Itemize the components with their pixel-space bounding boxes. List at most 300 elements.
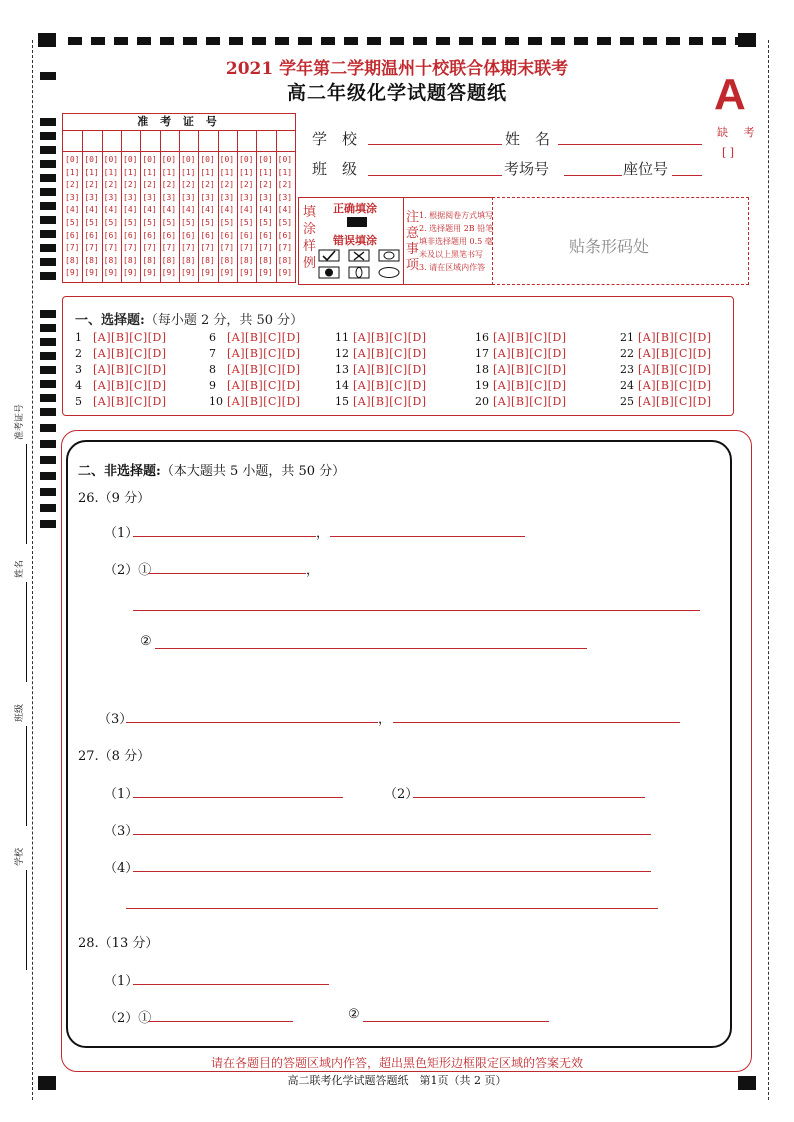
mc-option-bubbles[interactable]: [A][B][C][D] xyxy=(227,347,301,360)
timing-mark xyxy=(528,37,542,45)
mc-question-number: 4 xyxy=(75,379,82,392)
digit-bubble[interactable]: [9] xyxy=(239,268,254,278)
fill-sample-box xyxy=(298,197,404,285)
q27-3-blank[interactable] xyxy=(133,834,651,835)
grid-column-line xyxy=(140,131,141,282)
mc-option-bubbles[interactable]: [A][B][C][D] xyxy=(93,331,167,344)
mc-option-bubbles[interactable]: [A][B][C][D] xyxy=(353,347,427,360)
side-timing-mark xyxy=(40,272,56,280)
digit-bubble[interactable]: [2] xyxy=(219,180,235,190)
digit-bubble[interactable]: [7] xyxy=(277,243,293,253)
timing-mark xyxy=(551,37,565,45)
q26-2-blank-b[interactable] xyxy=(155,648,587,649)
cut-line-left xyxy=(32,40,33,1100)
mc-question-number: 21 xyxy=(620,331,634,344)
timing-mark xyxy=(252,37,266,45)
q26-label: 26.（9 分） xyxy=(78,491,151,506)
seat-label: 座位号 xyxy=(623,160,669,178)
mc-option-bubbles[interactable]: [A][B][C][D] xyxy=(93,395,167,408)
absent-checkbox[interactable]: [ ] xyxy=(722,146,735,159)
side-timing-mark xyxy=(40,72,56,80)
mc-option-bubbles[interactable]: [A][B][C][D] xyxy=(638,347,712,360)
digit-bubble[interactable]: [9] xyxy=(161,268,177,278)
digit-bubble[interactable]: [0] xyxy=(277,155,293,164)
digit-bubble[interactable]: [6] xyxy=(258,230,273,240)
digit-bubble[interactable]: [9] xyxy=(142,268,157,278)
q27-2-label: （2） xyxy=(384,787,419,802)
timing-mark xyxy=(275,37,289,45)
digit-bubble[interactable]: [0] xyxy=(219,155,235,164)
digit-bubble[interactable]: [1] xyxy=(103,167,119,177)
corner-mark-top-right xyxy=(738,33,756,47)
mc-option-bubbles[interactable]: [A][B][C][D] xyxy=(638,379,712,392)
digit-bubble[interactable]: [9] xyxy=(84,268,99,278)
digit-bubble[interactable]: [2] xyxy=(161,180,177,190)
digit-bubble[interactable]: [5] xyxy=(103,218,119,227)
digit-bubble[interactable]: [2] xyxy=(142,180,157,190)
mc-question-number: 9 xyxy=(209,379,216,392)
digit-bubble[interactable]: [0] xyxy=(84,155,99,164)
mc-option-bubbles[interactable]: [A][B][C][D] xyxy=(93,347,167,360)
digit-bubble[interactable]: [4] xyxy=(161,205,177,215)
digit-bubble[interactable]: [8] xyxy=(65,255,80,265)
digit-bubble[interactable]: [6] xyxy=(181,230,196,240)
class-label: 班 级 xyxy=(312,160,358,178)
page-footer: 高二联考化学试题答题纸 第1页（共 2 页） xyxy=(287,1074,507,1087)
q28-1-blank[interactable] xyxy=(133,984,329,985)
side-timing-mark xyxy=(40,456,56,464)
barcode-label: 贴条形码处 xyxy=(569,237,650,256)
digit-bubble[interactable]: [7] xyxy=(239,243,254,253)
q27-4-blank-a[interactable] xyxy=(133,871,651,872)
digit-bubble[interactable]: [7] xyxy=(65,243,80,253)
side-timing-mark xyxy=(40,132,56,140)
digit-bubble[interactable]: [2] xyxy=(123,180,138,190)
q26-1-blank-b[interactable] xyxy=(330,536,525,537)
mc-question-number: 16 xyxy=(475,331,489,344)
mc-option-bubbles[interactable]: [A][B][C][D] xyxy=(227,331,301,344)
side-timing-mark xyxy=(40,488,56,496)
digit-bubble[interactable]: [5] xyxy=(239,218,254,227)
mc-option-bubbles[interactable]: [A][B][C][D] xyxy=(93,363,167,376)
digit-bubble[interactable]: [0] xyxy=(123,155,138,164)
digit-bubble[interactable]: [9] xyxy=(181,268,196,278)
q28-label: 28.（13 分） xyxy=(78,936,159,951)
digit-bubble[interactable]: [6] xyxy=(142,230,157,240)
timing-mark xyxy=(229,37,243,45)
digit-bubble[interactable]: [9] xyxy=(123,268,138,278)
exam-title: 2021 学年第二学期温州十校联合体期末联考 xyxy=(225,59,569,79)
digit-bubble[interactable]: [8] xyxy=(200,255,215,265)
side-timing-mark xyxy=(40,394,56,402)
mc-option-bubbles[interactable]: [A][B][C][D] xyxy=(353,331,427,344)
digit-bubble[interactable]: [7] xyxy=(84,243,99,253)
mc-option-bubbles[interactable]: [A][B][C][D] xyxy=(353,395,427,408)
digit-bubble[interactable]: [5] xyxy=(142,218,157,227)
timing-mark xyxy=(482,37,496,45)
timing-mark xyxy=(413,37,427,45)
digit-bubble[interactable]: [9] xyxy=(258,268,273,278)
digit-bubble[interactable]: [6] xyxy=(239,230,254,240)
digit-bubble[interactable]: [1] xyxy=(181,167,196,177)
class-field[interactable] xyxy=(368,175,502,176)
q26-2b-label: ② xyxy=(140,634,152,649)
digit-bubble[interactable]: [8] xyxy=(239,255,254,265)
mc-question-number: 10 xyxy=(209,395,223,408)
timing-mark xyxy=(321,37,335,45)
grid-column-line xyxy=(102,131,103,282)
side-timing-mark xyxy=(40,216,56,224)
digit-bubble[interactable]: [2] xyxy=(181,180,196,190)
digit-bubble[interactable]: [5] xyxy=(258,218,273,227)
digit-bubble[interactable]: [7] xyxy=(142,243,157,253)
side-label-school: 学校 xyxy=(15,847,25,866)
digit-bubble[interactable]: [0] xyxy=(161,155,177,164)
q28-2-label: （2）① xyxy=(104,1011,152,1026)
digit-bubble[interactable]: [7] xyxy=(103,243,119,253)
timing-mark xyxy=(459,37,473,45)
digit-bubble[interactable]: [7] xyxy=(219,243,235,253)
timing-mark xyxy=(505,37,519,45)
mc-option-bubbles[interactable]: [A][B][C][D] xyxy=(227,395,301,408)
mc-question-number: 13 xyxy=(335,363,349,376)
timing-mark xyxy=(436,37,450,45)
digit-bubble[interactable]: [0] xyxy=(239,155,254,164)
digit-bubble[interactable]: [9] xyxy=(103,268,119,278)
mc-question-number: 1 xyxy=(75,331,82,344)
side-timing-mark xyxy=(40,244,56,252)
digit-bubble[interactable]: [4] xyxy=(239,205,254,215)
digit-bubble[interactable]: [4] xyxy=(103,205,119,215)
digit-bubble[interactable]: [2] xyxy=(239,180,254,190)
digit-bubble[interactable]: [1] xyxy=(219,167,235,177)
digit-bubble[interactable]: [5] xyxy=(277,218,293,227)
mc-option-bubbles[interactable]: [A][B][C][D] xyxy=(493,395,567,408)
digit-bubble[interactable]: [9] xyxy=(200,268,215,278)
admission-label: 准 考 证 号 xyxy=(63,114,295,131)
digit-bubble[interactable]: [5] xyxy=(181,218,196,227)
q26-1-label: （1） xyxy=(104,526,139,541)
side-line-name xyxy=(26,582,27,682)
digit-bubble[interactable]: [3] xyxy=(84,192,99,202)
mc-option-bubbles[interactable]: [A][B][C][D] xyxy=(227,363,301,376)
digit-bubble[interactable]: [7] xyxy=(181,243,196,253)
nonmc-title: 二、非选择题:（本大题共 5 小题，共 50 分） xyxy=(78,464,346,479)
room-label: 考场号 xyxy=(504,160,550,178)
mc-option-bubbles[interactable]: [A][B][C][D] xyxy=(638,363,712,376)
side-timing-mark xyxy=(40,504,56,512)
q26-1-comma: ， xyxy=(316,526,330,541)
digit-bubble[interactable]: [9] xyxy=(65,268,80,278)
digit-bubble[interactable]: [0] xyxy=(142,155,157,164)
mc-question-number: 20 xyxy=(475,395,489,408)
timing-mark xyxy=(68,37,82,45)
timing-mark xyxy=(206,37,220,45)
school-label: 学 校 xyxy=(312,130,358,148)
digit-bubble[interactable]: [8] xyxy=(142,255,157,265)
side-label-admission: 准考证号 xyxy=(15,403,25,440)
digit-bubble[interactable]: [3] xyxy=(258,192,273,202)
digit-bubble[interactable]: [5] xyxy=(84,218,99,227)
mc-option-bubbles[interactable]: [A][B][C][D] xyxy=(227,379,301,392)
correct-fill-label: 正确填涂 xyxy=(333,202,377,215)
digit-bubble[interactable]: [8] xyxy=(103,255,119,265)
side-timing-mark xyxy=(40,520,56,528)
q26-3-blank-b[interactable] xyxy=(393,722,680,723)
digit-bubble[interactable]: [4] xyxy=(123,205,138,215)
digit-bubble[interactable]: [1] xyxy=(142,167,157,177)
digit-bubble[interactable]: [2] xyxy=(103,180,119,190)
sheet-title: 高二年级化学试题答题纸 xyxy=(286,82,507,104)
digit-bubble[interactable]: [4] xyxy=(277,205,293,215)
digit-bubble[interactable]: [3] xyxy=(200,192,215,202)
q28-2-blank-b[interactable] xyxy=(363,1021,549,1022)
grid-column-line xyxy=(276,131,277,282)
mc-question-number: 8 xyxy=(209,363,216,376)
q27-3-label: （3） xyxy=(104,824,139,839)
digit-bubble[interactable]: [8] xyxy=(219,255,235,265)
mc-question-number: 12 xyxy=(335,347,349,360)
digit-bubble[interactable]: [8] xyxy=(84,255,99,265)
mc-question-number: 2 xyxy=(75,347,82,360)
side-timing-mark xyxy=(40,424,56,432)
barcode-area[interactable] xyxy=(492,197,749,285)
digit-bubble[interactable]: [1] xyxy=(239,167,254,177)
digit-bubble[interactable]: [3] xyxy=(103,192,119,202)
admission-number-grid xyxy=(62,113,296,283)
side-line-admission xyxy=(26,444,27,544)
room-field[interactable] xyxy=(564,175,622,176)
digit-bubble[interactable]: [7] xyxy=(200,243,215,253)
mc-option-bubbles[interactable]: [A][B][C][D] xyxy=(353,363,427,376)
top-timing-marks xyxy=(38,33,758,47)
version-letter: A xyxy=(714,70,746,119)
mc-question-number: 6 xyxy=(209,331,216,344)
digit-bubble[interactable]: [7] xyxy=(161,243,177,253)
digit-bubble[interactable]: [6] xyxy=(277,230,293,240)
digit-bubble[interactable]: [1] xyxy=(200,167,215,177)
mc-option-bubbles[interactable]: [A][B][C][D] xyxy=(493,347,567,360)
side-label-class: 班级 xyxy=(15,703,25,722)
notes-text: 1. 根据阅卷方式填写 2. 选择题用 2B 铅笔 填非选择题用 0.5 毫 米及以上黑笔书写 3. 请在区域内作答 xyxy=(419,211,494,272)
timing-mark xyxy=(620,37,634,45)
digit-bubble[interactable]: [8] xyxy=(123,255,138,265)
q26-2-label: （2）① xyxy=(104,563,152,578)
timing-mark xyxy=(183,37,197,45)
digit-bubble[interactable]: [3] xyxy=(142,192,157,202)
side-timing-mark xyxy=(40,146,56,154)
digit-bubble[interactable]: [5] xyxy=(200,218,215,227)
digit-bubble[interactable]: [3] xyxy=(239,192,254,202)
absent-label: 缺 考 xyxy=(717,126,761,139)
mc-title: 一、选择题:（每小题 2 分，共 50 分） xyxy=(75,313,304,328)
grid-column-line xyxy=(218,131,219,282)
side-timing-mark xyxy=(40,352,56,360)
mc-option-bubbles[interactable]: [A][B][C][D] xyxy=(493,363,567,376)
timing-mark xyxy=(712,37,726,45)
side-timing-mark xyxy=(40,258,56,266)
side-timing-mark xyxy=(40,380,56,388)
q27-4-blank-b[interactable] xyxy=(126,908,658,909)
mc-option-bubbles[interactable]: [A][B][C][D] xyxy=(353,379,427,392)
digit-bubble[interactable]: [4] xyxy=(181,205,196,215)
timing-mark xyxy=(344,37,358,45)
digit-bubble[interactable]: [2] xyxy=(258,180,273,190)
timing-mark xyxy=(367,37,381,45)
digit-bubble[interactable]: [8] xyxy=(258,255,273,265)
cut-line-right xyxy=(768,40,769,1100)
digit-bubble[interactable]: [0] xyxy=(200,155,215,164)
digit-bubble[interactable]: [3] xyxy=(219,192,235,202)
grid-column-line xyxy=(198,131,199,282)
mc-question-number: 24 xyxy=(620,379,634,392)
digit-bubble[interactable]: [0] xyxy=(103,155,119,164)
timing-mark xyxy=(91,37,105,45)
grid-column-line xyxy=(121,131,122,282)
digit-bubble[interactable]: [5] xyxy=(65,218,80,227)
mc-question-number: 22 xyxy=(620,347,634,360)
q28-1-label: （1） xyxy=(104,974,139,989)
mc-option-bubbles[interactable]: [A][B][C][D] xyxy=(638,331,712,344)
digit-bubble[interactable]: [4] xyxy=(200,205,215,215)
digit-bubble[interactable]: [7] xyxy=(258,243,273,253)
digit-bubble[interactable]: [5] xyxy=(123,218,138,227)
mc-option-bubbles[interactable]: [A][B][C][D] xyxy=(638,395,712,408)
correct-fill-mark xyxy=(347,217,367,227)
digit-bubble[interactable]: [8] xyxy=(161,255,177,265)
mc-question-number: 3 xyxy=(75,363,82,376)
side-line-class xyxy=(26,726,27,826)
q27-1-blank[interactable] xyxy=(133,797,343,798)
digit-bubble[interactable]: [6] xyxy=(123,230,138,240)
mc-question-number: 19 xyxy=(475,379,489,392)
side-timing-mark xyxy=(40,202,56,210)
name-field[interactable] xyxy=(558,144,702,145)
q26-2-comma: ， xyxy=(306,563,320,578)
mc-question-number: 14 xyxy=(335,379,349,392)
digit-bubble[interactable]: [1] xyxy=(65,167,80,177)
digit-bubble[interactable]: [2] xyxy=(277,180,293,190)
mc-option-bubbles[interactable]: [A][B][C][D] xyxy=(93,379,167,392)
answer-region xyxy=(66,440,732,1048)
digit-bubble[interactable]: [1] xyxy=(258,167,273,177)
digit-bubble[interactable]: [9] xyxy=(219,268,235,278)
digit-bubble[interactable]: [1] xyxy=(84,167,99,177)
timing-mark xyxy=(574,37,588,45)
sample-vertical-label: 填 涂 样 例 xyxy=(303,205,317,271)
mc-question-number: 23 xyxy=(620,363,634,376)
side-timing-mark xyxy=(40,338,56,346)
q26-3-blank-a[interactable] xyxy=(126,722,378,723)
q26-1-blank-a[interactable] xyxy=(133,536,316,537)
digit-bubble[interactable]: [9] xyxy=(277,268,293,278)
mc-option-bubbles[interactable]: [A][B][C][D] xyxy=(493,331,567,344)
timing-mark xyxy=(666,37,680,45)
grid-column-line xyxy=(179,131,180,282)
side-timing-mark xyxy=(40,366,56,374)
digit-bubble[interactable]: [0] xyxy=(258,155,273,164)
digit-bubble[interactable]: [4] xyxy=(142,205,157,215)
digit-bubble[interactable]: [3] xyxy=(181,192,196,202)
digit-bubble[interactable]: [6] xyxy=(65,230,80,240)
mc-question-number: 7 xyxy=(209,347,216,360)
digit-bubble[interactable]: [6] xyxy=(103,230,119,240)
notes-box xyxy=(402,197,492,285)
digit-bubble[interactable]: [8] xyxy=(181,255,196,265)
side-timing-mark xyxy=(40,408,56,416)
digit-bubble[interactable]: [4] xyxy=(84,205,99,215)
side-timing-mark xyxy=(40,160,56,168)
q27-label: 27.（8 分） xyxy=(78,749,151,764)
area-warning: 请在各题目的答题区域内作答，超出黑色矩形边框限定区域的答案无效 xyxy=(210,1056,583,1070)
digit-bubble[interactable]: [4] xyxy=(65,205,80,215)
digit-bubble[interactable]: [3] xyxy=(277,192,293,202)
digit-bubble[interactable]: [0] xyxy=(65,155,80,164)
digit-bubble[interactable]: [4] xyxy=(219,205,235,215)
side-timing-mark xyxy=(40,188,56,196)
q27-1-label: （1） xyxy=(104,787,139,802)
digit-bubble[interactable]: [6] xyxy=(84,230,99,240)
q26-3-comma: ， xyxy=(378,712,392,727)
school-field[interactable] xyxy=(368,144,502,145)
q28-2-blank-a[interactable] xyxy=(148,1021,293,1022)
digit-bubble[interactable]: [5] xyxy=(161,218,177,227)
q27-2-blank[interactable] xyxy=(413,797,645,798)
digit-bubble[interactable]: [1] xyxy=(161,167,177,177)
digit-bubble[interactable]: [3] xyxy=(161,192,177,202)
q26-2-blank-line[interactable] xyxy=(133,610,700,611)
multiple-choice-section xyxy=(62,296,734,416)
side-timing-mark xyxy=(40,472,56,480)
digit-bubble[interactable]: [0] xyxy=(181,155,196,164)
digit-bubble[interactable]: [3] xyxy=(65,192,80,202)
side-line-school xyxy=(26,870,27,970)
q28-2b-label: ② xyxy=(348,1007,360,1022)
grid-column-line xyxy=(82,131,83,282)
digit-bubble[interactable]: [2] xyxy=(84,180,99,190)
timing-mark xyxy=(298,37,312,45)
digit-bubble[interactable]: [2] xyxy=(200,180,215,190)
digit-bubble[interactable]: [5] xyxy=(219,218,235,227)
grid-column-line xyxy=(237,131,238,282)
q27-4-label: （4） xyxy=(104,861,139,876)
digit-bubble[interactable]: [2] xyxy=(65,180,80,190)
side-timing-mark xyxy=(40,230,56,238)
q26-2-blank-a[interactable] xyxy=(148,573,306,574)
digit-bubble[interactable]: [8] xyxy=(277,255,293,265)
digit-bubble[interactable]: [6] xyxy=(219,230,235,240)
mc-question-number: 17 xyxy=(475,347,489,360)
mc-question-number: 15 xyxy=(335,395,349,408)
digit-bubble[interactable]: [1] xyxy=(277,167,293,177)
digit-bubble[interactable]: [4] xyxy=(258,205,273,215)
digit-bubble[interactable]: [6] xyxy=(161,230,177,240)
digit-bubble[interactable]: [3] xyxy=(123,192,138,202)
timing-mark xyxy=(390,37,404,45)
seat-field[interactable] xyxy=(672,175,702,176)
digit-bubble[interactable]: [6] xyxy=(200,230,215,240)
name-label: 姓 名 xyxy=(505,130,551,148)
timing-mark xyxy=(643,37,657,45)
notes-vertical-label: 注 意 事 项 xyxy=(406,210,420,273)
mc-question-number: 18 xyxy=(475,363,489,376)
mc-option-bubbles[interactable]: [A][B][C][D] xyxy=(493,379,567,392)
digit-bubble[interactable]: [1] xyxy=(123,167,138,177)
corner-mark-top-left xyxy=(38,33,56,47)
grid-column-line xyxy=(160,131,161,282)
digit-bubble[interactable]: [7] xyxy=(123,243,138,253)
grid-column-line xyxy=(256,131,257,282)
